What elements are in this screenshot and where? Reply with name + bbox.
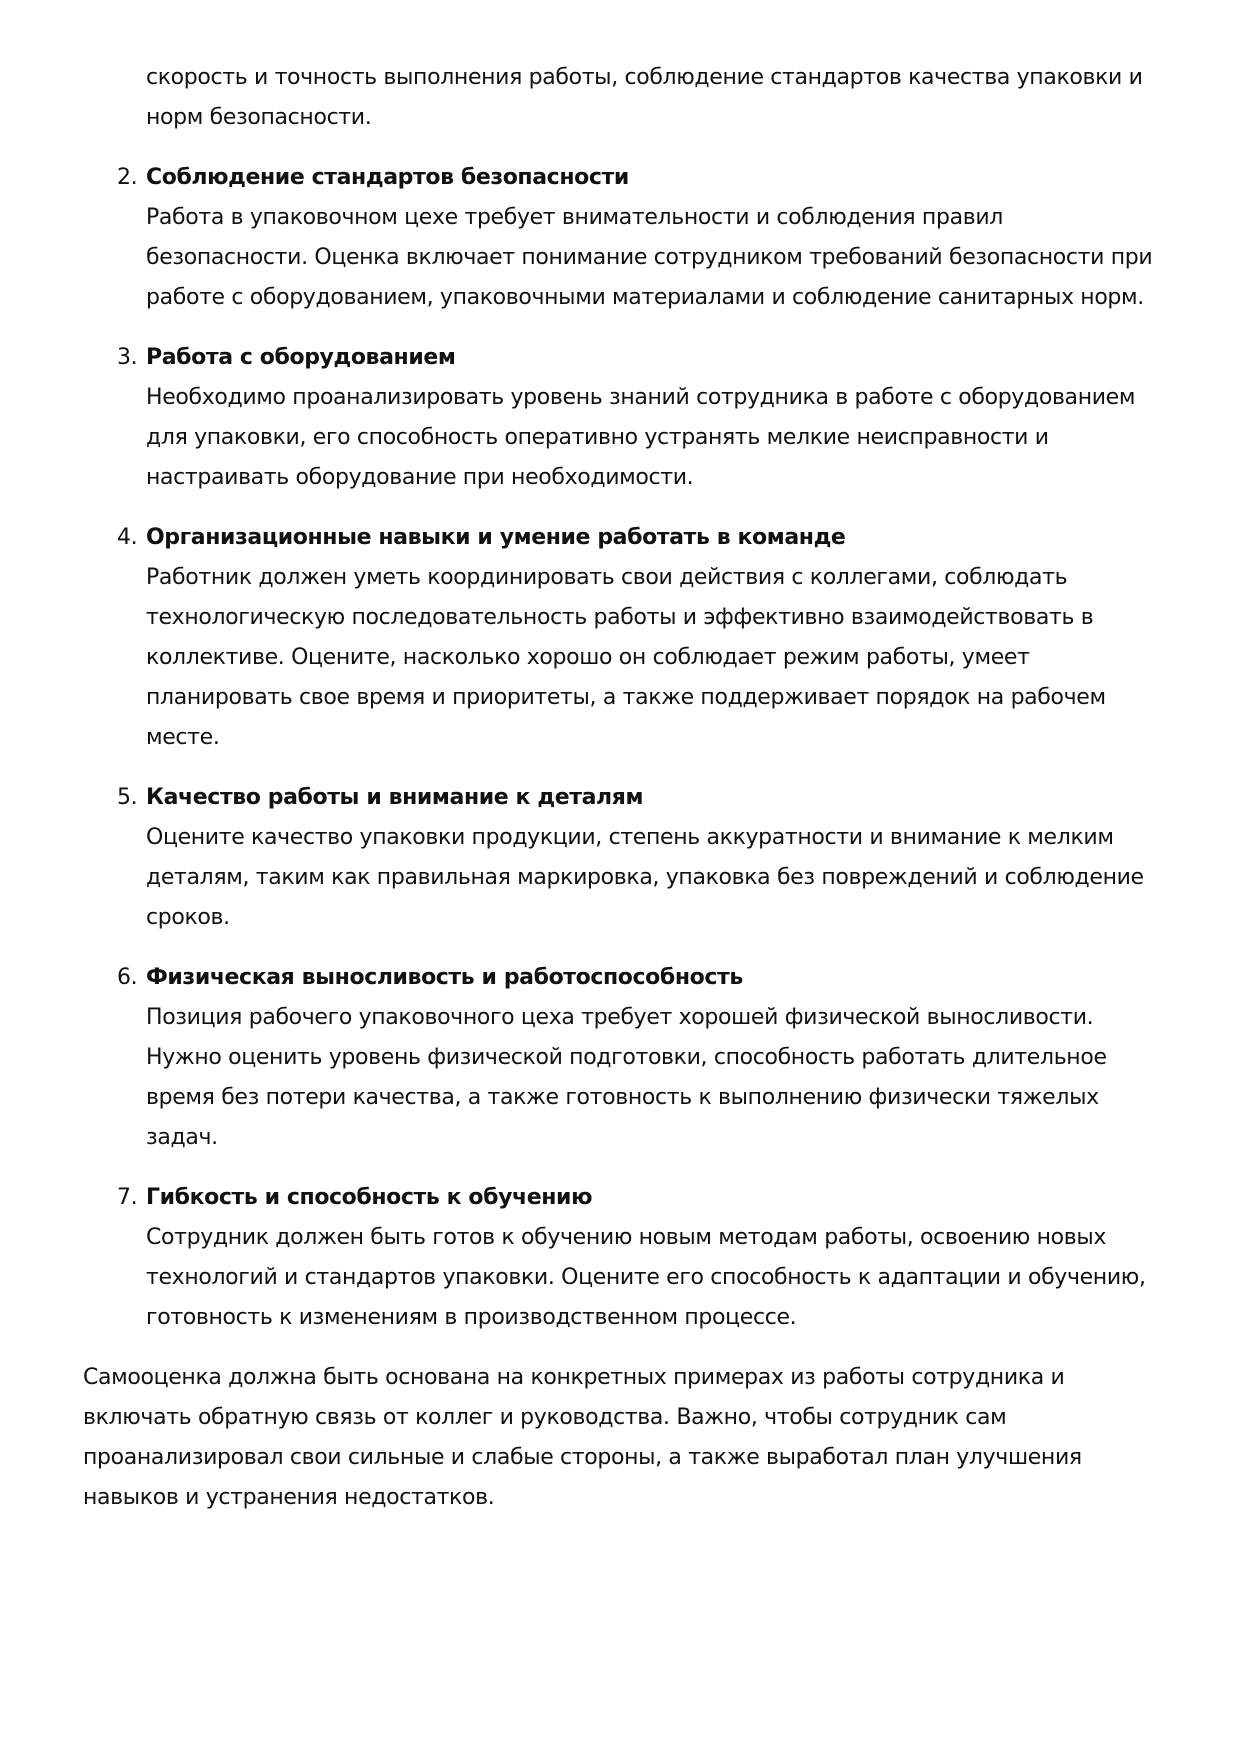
list-item <box>83 158 1163 318</box>
item-number: 7. <box>117 1185 138 1210</box>
item-number: 3. <box>117 345 138 370</box>
list-item <box>83 958 1163 1158</box>
closing-paragraph: Самооценка должна быть основана на конкретных примерах из работы сотрудника и включать обратную связь от коллег и руководства. Важно, чтобы сотрудник сам проанализировал свои сильные и слабые стороны, а также выработал план улучшения навыков и устранения недостатков. <box>83 1365 1082 1510</box>
item-text: Оцените качество упаковки продукции, степень аккуратности и внимание к мелким деталям, таким как правильная маркировка, упаковка без повреждений и соблюдение сроков. <box>146 825 1144 930</box>
item-title: Соблюдение стандартов безопасности <box>146 165 629 190</box>
list-item <box>83 1178 1163 1338</box>
item-title: Работа с оборудованием <box>146 345 456 370</box>
item-title: Физическая выносливость и работоспособность <box>146 965 743 990</box>
item-title: Организационные навыки и умение работать в команде <box>146 525 846 550</box>
document-page <box>83 58 1163 1518</box>
item-number: 5. <box>117 785 138 810</box>
continued-paragraph: скорость и точность выполнения работы, соблюдение стандартов качества упаковки и норм безопасности. <box>146 65 1143 130</box>
criteria-list <box>83 158 1163 1338</box>
item-number: 6. <box>117 965 138 990</box>
item-text: Сотрудник должен быть готов к обучению новым методам работы, освоению новых технологий и стандартов упаковки. Оцените его способность к адаптации и обучению, готовность к изменениям в производственном процессе. <box>146 1225 1146 1330</box>
item-title: Качество работы и внимание к деталям <box>146 785 644 810</box>
item-text: Позиция рабочего упаковочного цеха требует хорошей физической выносливости. Нужно оценить уровень физической подготовки, способность работать длительное время без потери качества, а также готовность к выполнению физически тяжелых задач. <box>146 1005 1107 1150</box>
item-text: Работник должен уметь координировать свои действия с коллегами, соблюдать технологическую последовательность работы и эффективно взаимодействовать в коллективе. Оцените, насколько хорошо он соблюдает режим работы, умеет планировать свое время и приоритеты, а также поддерживает порядок на рабочем месте. <box>146 565 1106 750</box>
item-number: 2. <box>117 165 138 190</box>
item-text: Работа в упаковочном цехе требует внимательности и соблюдения правил безопасности. Оценка включает понимание сотрудником требований безопасности при работе с оборудованием, упаковочными материалами и соблюдение санитарных норм. <box>146 205 1153 310</box>
list-item <box>83 518 1163 758</box>
list-item <box>83 778 1163 938</box>
item-number: 4. <box>117 525 138 550</box>
item-title: Гибкость и способность к обучению <box>146 1185 593 1210</box>
item-text: Необходимо проанализировать уровень знаний сотрудника в работе с оборудованием для упаковки, его способность оперативно устранять мелкие неисправности и настраивать оборудование при необходимости. <box>146 385 1136 490</box>
list-item <box>83 338 1163 498</box>
